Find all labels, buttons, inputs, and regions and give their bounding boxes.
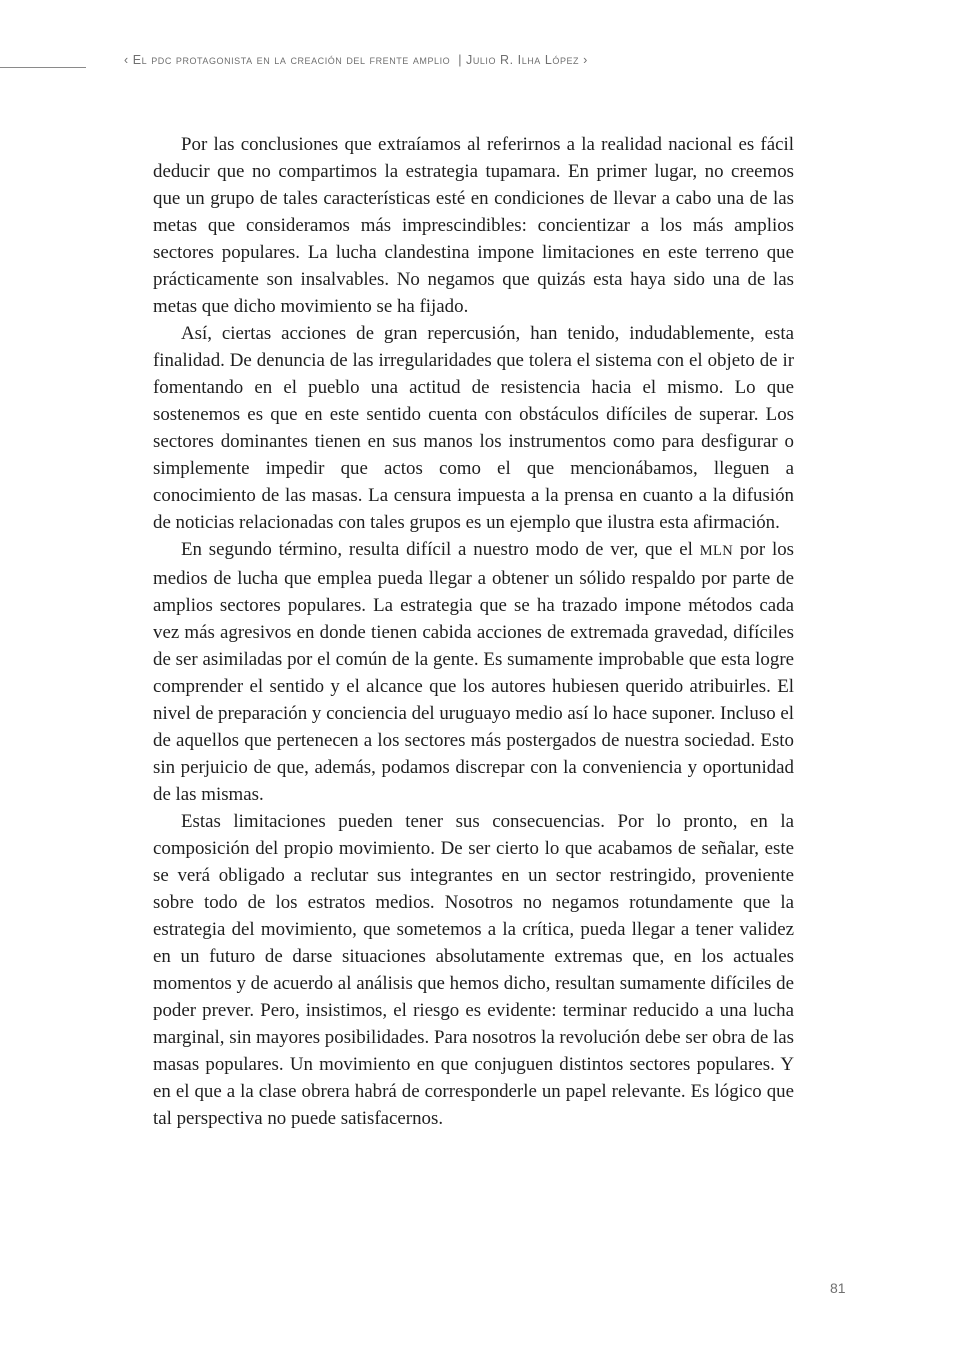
paragraph: Estas limitaciones pueden tener sus consecuencias. Por lo pronto, en la composición del propio movimiento. De ser cierto lo que acabamos de señalar, este se verá obligado a reclutar sus integrantes en un sector restringido, proveniente sobre todo de los estratos medios. Nosotros no negamos rotundamente que la estrategia del movimiento, que sometemos a la crítica, pueda llegar a tener validez en un futuro de darse situaciones absolutamente extremas que, en los actuales momentos y de acuerdo al análisis que hemos dicho, resultan sumamente difíciles de poder prever. Pero, insistimos, el riesgo es evidente: terminar reducido a una lucha marginal, sin mayores posibilidades. Para nosotros la revolución debe ser obra de las masas populares. Un movimiento en que conjuguen distintos sectores populares. Y en el que a la clase obrera habrá de corresponderle un papel relevante. Es lógico que tal perspectiva no puede satisfacernos. xyxy=(153,811,794,1129)
header-left-marker: ‹ xyxy=(124,53,129,67)
acronym-mln: MLN xyxy=(699,543,734,559)
page-number: 81 xyxy=(830,1280,846,1296)
paragraph-text: En segundo término, resulta difícil a nuestro modo de ver, que el xyxy=(181,539,700,560)
header-separator: | xyxy=(458,53,463,67)
paragraph: Así, ciertas acciones de gran repercusión, han tenido, indudablemente, esta finalidad. De denuncia de las irregularidades que tolera el sistema con el objeto de ir fomentando en el pueblo una actitud de resistencia hacia el mismo. Lo que sostenemos es que en este sentido cuenta con obstáculos difíciles de superar. Los sectores dominantes tienen en sus manos los instrumentos como para desfigurar o simplemente impedir que actos como el que mencionábamos, lleguen a conocimiento de las masas. La censura impuesta a la prensa en cuanto a la difusión de noticias relacionadas con tales grupos es un ejemplo que ilustra esta afirmación. xyxy=(153,323,794,533)
header-author: Julio R. Ilha López xyxy=(466,53,580,67)
paragraph: Por las conclusiones que extraíamos al referirnos a la realidad nacional es fácil deducir que no compartimos la estrategia tupamara. En primer lugar, no creemos que un grupo de tales características esté en condiciones de llevar a cabo una de las metas que consideramos más imprescindibles: concientizar a los más amplios sectores populares. La lucha clandestina impone limitaciones en este terreno que prácticamente son insalvables. No negamos que quizás esta haya sido una de las metas que dicho movimiento se ha fijado. xyxy=(153,134,794,317)
header-rule xyxy=(0,67,86,68)
header-title: El pdc protagonista en la creación del frente amplio xyxy=(132,53,451,67)
body-text xyxy=(153,131,794,1132)
paragraph-text: por los medios de lucha que emplea pueda llegar a obtener un sólido respaldo por parte de amplios sectores populares. La estrategia que se ha trazado impone métodos cada vez más agresivos en donde tienen cabida acciones de extremada gravedad, difíciles de ser asimiladas por el común de la gente. Es sumamente improbable que esta logre comprender el sentido y el alcance que los autores hubiesen querido atribuirles. El nivel de preparación y conciencia del uruguayo medio así lo hace suponer. Incluso el de aquellos que pertenecen a los sectores más postergados de nuestra sociedad. Esto sin perjuicio de que, además, podamos discrepar con la conveniencia y oportunidad de las mismas. xyxy=(153,539,794,805)
running-header xyxy=(124,53,588,67)
header-right-marker: › xyxy=(583,53,588,67)
paragraph xyxy=(153,536,794,808)
